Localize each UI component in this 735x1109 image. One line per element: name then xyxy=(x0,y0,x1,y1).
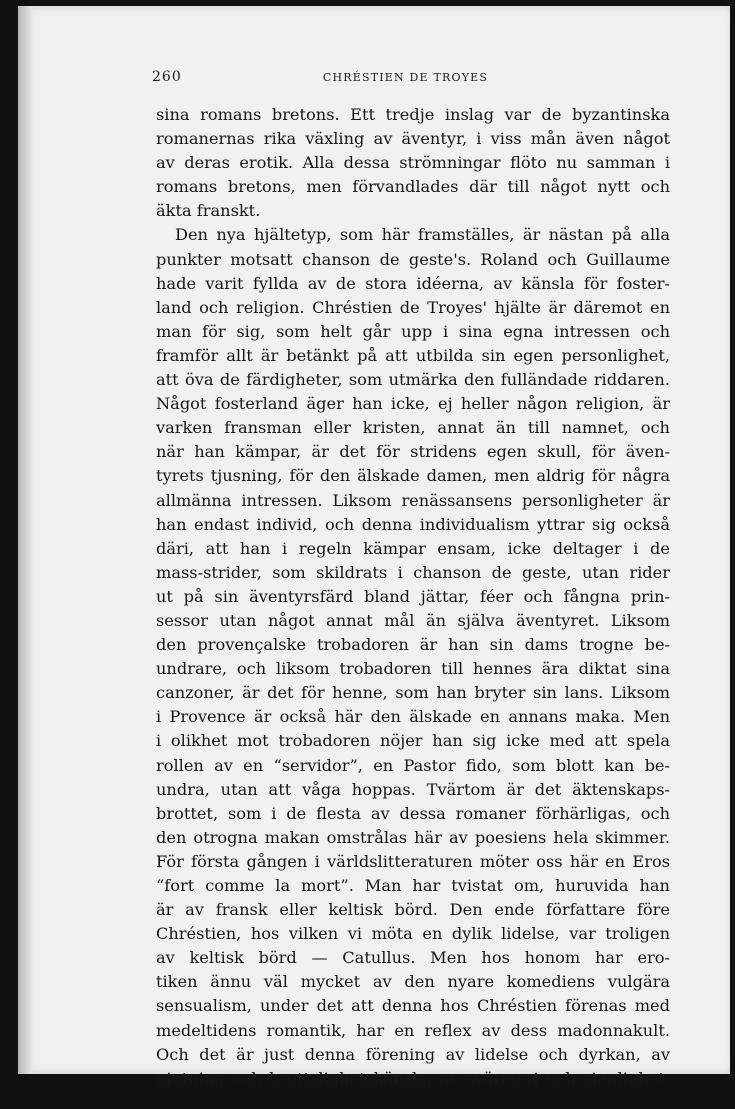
text-line: romanernas rika växling av äventyr, i viss mån även något xyxy=(156,129,670,149)
text-line: däri, att han i regeln kämpar ensam, icke deltager i de xyxy=(156,538,670,558)
page-gutter-shadow xyxy=(18,6,32,1074)
text-line: tyrets tjusning, för den älskade damen, men aldrig för några xyxy=(156,466,670,486)
text-line: mass-strider, som skildrats i chanson de geste, utan rider xyxy=(156,562,670,582)
text-line: framför allt är betänkt på att utbilda sin egen personlighet, xyxy=(156,345,670,365)
running-head-title: CHRÉSTIEN DE TROYES xyxy=(322,71,489,84)
text-line: canzoner, är det för henne, som han bryter sin lans. Liksom xyxy=(156,683,670,703)
text-line: hade varit fyllda av de stora idéerna, av känsla för foster- xyxy=(156,273,670,293)
text-line: sensualism, under det att denna hos Chréstien förenas med xyxy=(156,996,670,1016)
paragraph-end-line: äkta franskt. xyxy=(156,201,261,221)
text-line: sessor utan något annat mål än själva äventyret. Liksom xyxy=(156,610,670,630)
text-line: tiken ännu väl mycket av den nyare komediens vulgära xyxy=(156,972,670,992)
text-line: För första gången i världslitteraturen möter oss här en Eros xyxy=(156,851,670,871)
text-line: av deras erotik. Alla dessa strömningar flöto nu samman i xyxy=(156,153,670,173)
text-line: när han kämpar, är det för stridens egen skull, för även- xyxy=(156,442,670,462)
text-line: romans bretons, men förvandlades där till något nytt och xyxy=(156,177,670,197)
page-number: 260 xyxy=(152,69,182,85)
text-line: i Provence är också här den älskade en annans maka. Men xyxy=(156,707,670,727)
text-line: land och religion. Chréstien de Troyes' hjälte är däremot en xyxy=(156,297,670,317)
text-line: rollen av en “servidor”, en Pastor fido, som blott kan be- xyxy=(156,755,670,775)
text-line: av keltisk börd — Catullus. Men hos honom har ero- xyxy=(156,948,670,968)
text-line: i olikhet mot trobadoren nöjer han sig icke med att spela xyxy=(156,731,670,751)
text-line: Chréstien, hos vilken vi möta en dylik lidelse, var troligen xyxy=(156,924,670,944)
text-line: “fort comme la mort”. Man har tvistat om, huruvida han xyxy=(156,876,670,895)
text-line: Något fosterland äger han icke, ej heller någon religion, är xyxy=(156,394,670,414)
text-line: medeltidens romantik, har en reflex av dess madonnakult. xyxy=(156,1020,670,1040)
page-header xyxy=(152,69,659,93)
text-line: sina romans bretons. Ett tredje inslag var de byzantinska xyxy=(156,105,670,124)
text-line: punkter motsatt chanson de geste's. Roland och Guillaume xyxy=(156,249,670,269)
paragraph-start-line: Den nya hjältetyp, som här framställes, är nästan på alla xyxy=(175,225,670,245)
text-line: njutning och brottslighetskänsla, av svärmeri och sinnlighet, xyxy=(156,1068,670,1088)
text-line: Och det är just denna förening av lidelse och dyrkan, av xyxy=(156,1044,670,1064)
text-line: varken fransman eller kristen, annat än till namnet, och xyxy=(156,418,670,438)
text-line: allmänna intressen. Liksom renässansens personligheter är xyxy=(156,490,670,510)
text-line: är av fransk eller keltisk börd. Den ende författare före xyxy=(156,900,670,920)
text-line: att öva de färdigheter, som utmärka den fulländade riddaren. xyxy=(156,370,670,390)
text-line: han endast individ, och denna individualism yttrar sig också xyxy=(156,514,670,534)
text-line: undra, utan att våga hoppas. Tvärtom är det äktenskaps- xyxy=(156,779,670,799)
text-line: den otrogna makan omstrålas här av poesiens hela skimmer. xyxy=(156,827,670,847)
text-line: den provençalske trobadoren är han sin dams trogne be- xyxy=(156,635,670,655)
body-text xyxy=(156,103,670,1091)
text-line: brottet, som i de flesta av dessa romaner förhärligas, och xyxy=(156,803,670,823)
text-line: man för sig, som helt går upp i sina egna intressen och xyxy=(156,321,670,341)
text-line: ut på sin äventyrsfärd bland jättar, féer och fångna prin- xyxy=(156,586,670,606)
text-line: undrare, och liksom trobadoren till hennes ära diktat sina xyxy=(156,659,670,679)
